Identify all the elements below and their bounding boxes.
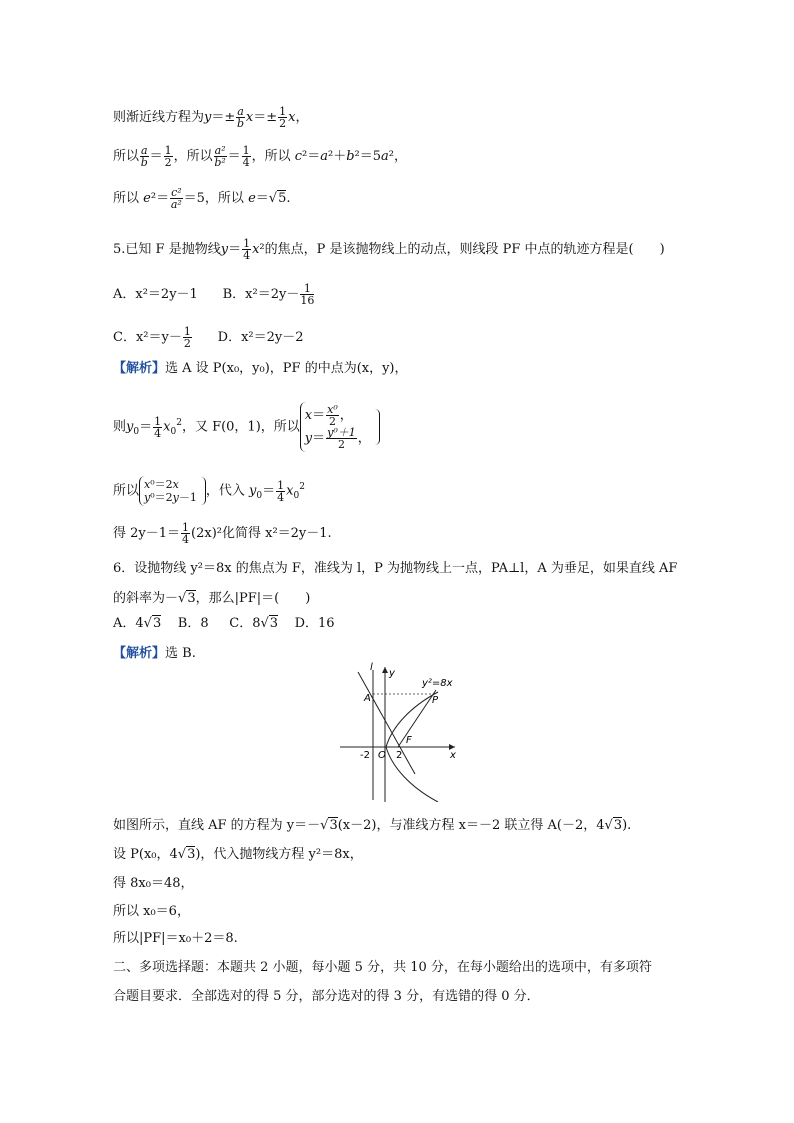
label-f: F xyxy=(406,735,412,746)
label-l: l xyxy=(370,662,373,673)
label-2: 2 xyxy=(396,750,403,761)
line-eccentricity: 所以 e²＝ $\frac{\text{c²}}{\text{a²}}$ ＝5，所以 e＝√5. xyxy=(113,186,291,211)
line-ratio: 所以 $\frac{a}{b}$ ＝ $\frac{1}{2}$ ，所以 $\frac{\text{a²}}{\text{b²}}$ ＝ $\frac{1}{4}$ ，所以 c²＝a²＋b²＝5a²， xyxy=(113,144,408,169)
question-6-line-1: 6．设抛物线 y²＝8x 的焦点为 F，准线为 l，P 为抛物线上一点，PA⊥l，A 为垂足，如果直线 AF xyxy=(113,561,678,576)
q6-solution-2: 设 P(x₀，4√3)，代入抛物线方程 y²＝8x， xyxy=(113,847,363,862)
line-pf xyxy=(398,690,436,747)
line-asymptote: 则渐近线方程为y＝± $\frac{a}{b}$ x＝± $\frac{1}{2}$ x， xyxy=(113,105,309,130)
question-6-line-2: 的斜率为－√3，那么|PF|＝( ) xyxy=(113,591,311,606)
q6-solution-1: 如图所示，直线 AF 的方程为 y＝－√3(x－2)，与准线方程 x＝－2 联立得 A(－2，4√3). xyxy=(113,818,632,833)
section-2-line-2: 合题目要求．全部选对的得 5 分，部分选对的得 3 分，有选错的得 0 分． xyxy=(113,989,540,1004)
label-origin: O xyxy=(378,750,386,761)
q6-options: A．4√3 B．8 C．8√3 D．16 xyxy=(113,616,335,631)
q5-options-cd: C．x²＝y－ $\frac{1}{2}$ D．x²＝2y－2 xyxy=(113,325,304,350)
q6-solution-5: 所以|PF|＝x₀＋2＝8. xyxy=(113,931,238,946)
q6-solution-3: 得 8x₀＝48， xyxy=(113,876,194,891)
q6-solution-label: 【解析】选 B. xyxy=(113,646,196,661)
label-minus-2: -2 xyxy=(360,750,370,761)
y-axis-arrow xyxy=(382,667,388,673)
q5-solution-2: 则$y_0=$ $\frac{1}{4}$ $x_0^2$，又 F(0，1)，所以x＝ $\frac{\text{x⁰}}{2}$ ， y＝ $\frac{\text{y⁰＋1}}{2}$ ， xyxy=(113,402,380,452)
label-y: y xyxy=(389,668,395,679)
q6-solution-4: 所以 x₀＝6， xyxy=(113,904,190,919)
label-a: A xyxy=(364,693,371,704)
question-5: 5.已知 F 是抛物线y＝ $\frac{1}{4}$ x²的焦点，P 是该抛物线上的动点，则线段 PF 中点的轨迹方程是( ) xyxy=(113,237,665,262)
q5-solution-1: 【解析】选 A 设 P(x₀，y₀)，PF 的中点为(x，y)， xyxy=(113,361,408,376)
q5-solution-3: 所以 x⁰＝2x y⁰＝2y－1 ，代入 $y_0=$ $\frac{1}{4}$ $x_0^2$ xyxy=(113,478,305,504)
q5-solution-4: 得 2y－1＝ $\frac{1}{4}$ (2x)²化简得 x²＝2y－1. xyxy=(113,521,332,546)
parabola-figure xyxy=(340,662,460,802)
label-equation: y²=8x xyxy=(422,678,453,689)
section-2-line-1: 二、多项选择题：本题共 2 小题，每小题 5 分，共 10 分，在每小题给出的选项中，有多项符 xyxy=(113,960,652,975)
q5-options-ab: A．x²＝2y－1 B．x²＝2y－ $\frac{1}{16}$ xyxy=(113,282,315,307)
label-p: P xyxy=(432,695,439,706)
label-x: x xyxy=(450,750,456,761)
